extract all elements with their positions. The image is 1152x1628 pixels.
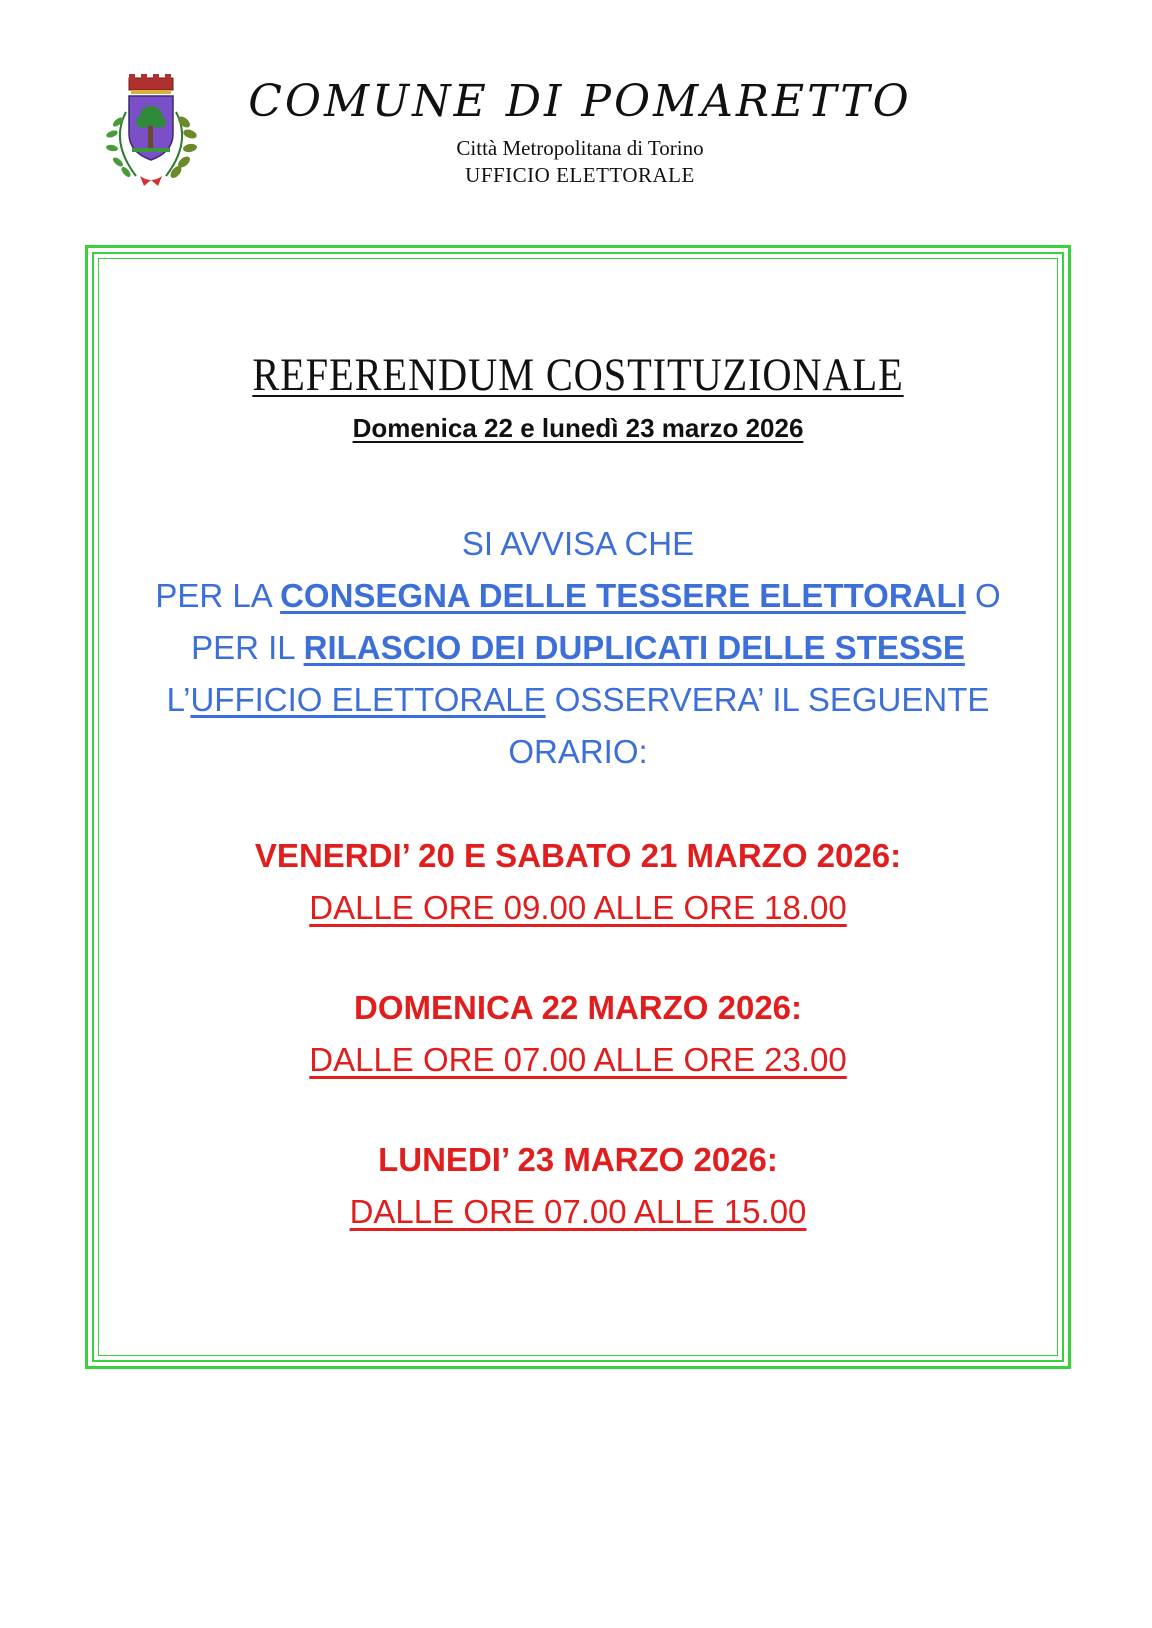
notice-line-3-prefix: PER IL [191,629,304,666]
office-subtitle: UFFICIO ELETTORALE [465,163,695,187]
notice-line-1: SI AVVISA CHE [461,525,695,562]
notice-line-4-prefix: L’ [166,681,191,718]
notice-line-2-prefix: PER LA [155,577,281,614]
schedule-hours: DALLE ORE 07.00 ALLE ORE 23.00 [309,1041,847,1078]
schedule-day: DOMENICA 22 MARZO 2026: [353,989,803,1026]
notice-line-2-emphasis: CONSEGNA DELLE TESSERE ELETTORALI [280,577,966,614]
schedule-item [90,982,1066,1086]
schedule-item [90,1134,1066,1238]
notice-line-2-suffix: O [965,577,1001,614]
schedule-day: LUNEDI’ 23 MARZO 2026: [378,1141,778,1178]
metropolitan-city-subtitle: Città Metropolitana di Torino [456,136,704,160]
notice-line-4 [90,674,1066,726]
notice-line-3-emphasis: RILASCIO DEI DUPLICATI DELLE STESSE [303,629,965,666]
notice-line-4-office: UFFICIO ELETTORALE [190,681,546,718]
schedule-hours: DALLE ORE 07.00 ALLE 15.00 [349,1193,807,1230]
schedule-hours: DALLE ORE 09.00 ALLE ORE 18.00 [309,889,847,926]
referendum-dates: Domenica 22 e lunedì 23 marzo 2026 [352,413,804,443]
notice-line-2 [90,570,1066,622]
referendum-title: REFERENDUM COSTITUZIONALE [252,349,904,401]
municipality-title: COMUNE DI POMARETTO [248,76,912,127]
municipal-coat-of-arms-icon [96,72,206,194]
notice-line-4-suffix: OSSERVERA’ IL SEGUENTE [545,681,990,718]
schedule-item [90,830,1066,934]
notice-text [90,518,1066,778]
notice-line-5: ORARIO: [508,733,648,770]
schedule-day: VENERDI’ 20 E SABATO 21 MARZO 2026: [254,837,902,874]
notice-line-3 [90,622,1066,674]
